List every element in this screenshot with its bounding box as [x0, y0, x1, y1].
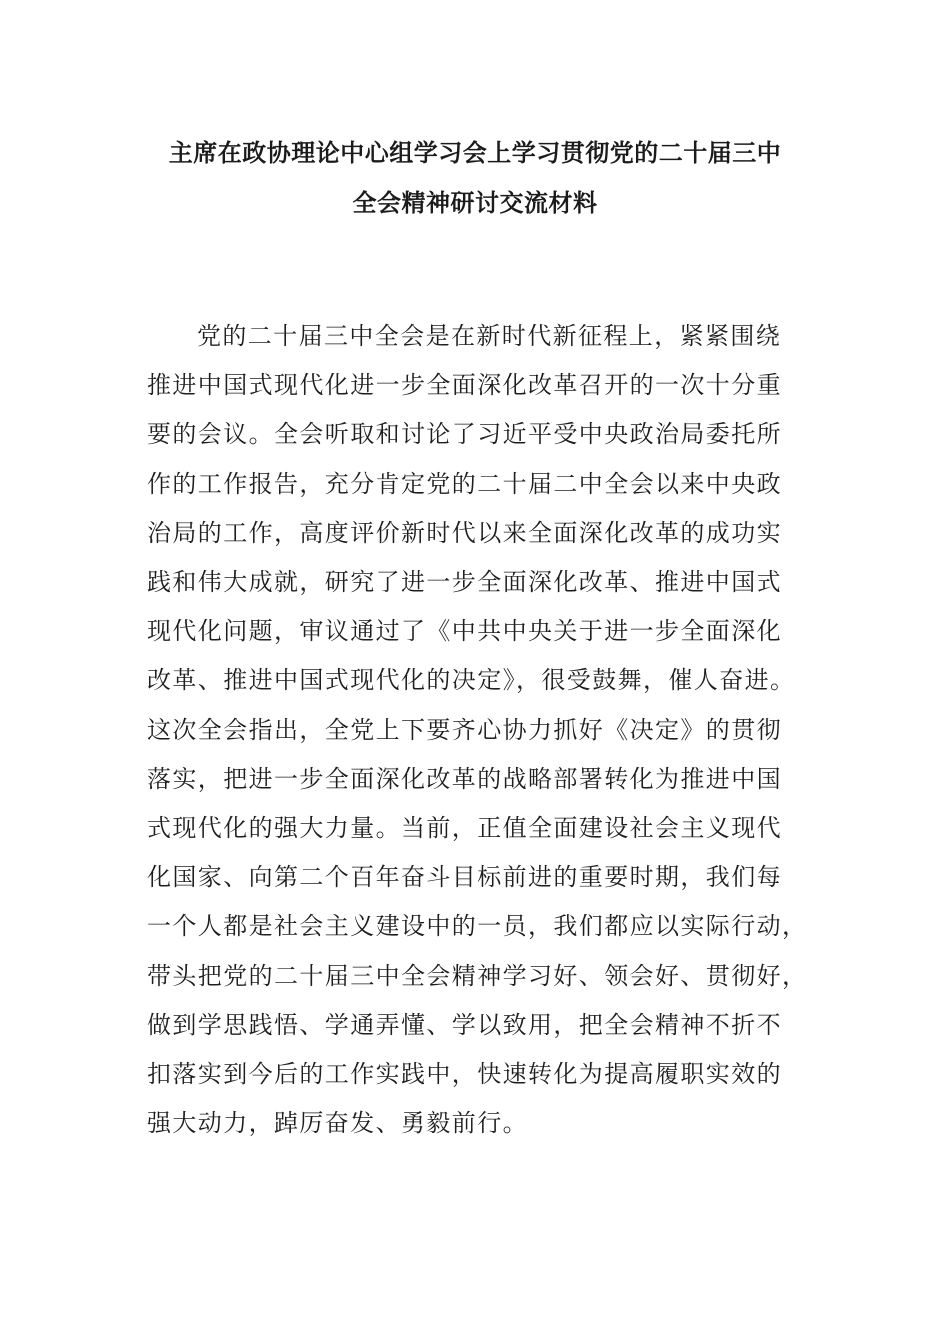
- document-title: [120, 128, 830, 228]
- paragraph-line: 落实，把进一步全面深化改革的战略部署转化为推进中国: [147, 764, 782, 793]
- paragraph-line: 带头把党的二十届三中全会精神学习好、领会好、贯彻好，: [147, 961, 808, 990]
- title-line-2: 全会精神研讨交流材料: [352, 188, 598, 217]
- paragraph-line: 作的工作报告，充分肯定党的二十届二中全会以来中央政: [147, 469, 782, 498]
- paragraph-line: 这次全会指出，全党上下要齐心协力抓好《决定》的贯彻: [147, 715, 782, 744]
- paragraph-line: 党的二十届三中全会是在新时代新征程上，紧紧围绕: [197, 322, 782, 350]
- paragraph-line: 现代化问题，审议通过了《中共中央关于进一步全面深化: [147, 617, 782, 646]
- title-line-1: 主席在政协理论中心组学习会上学习贯彻党的二十届三中: [168, 138, 782, 167]
- paragraph-line: 扣落实到今后的工作实践中，快速转化为提高履职实效的: [147, 1060, 782, 1089]
- paragraph-line: 治局的工作，高度评价新时代以来全面深化改革的成功实: [147, 518, 782, 547]
- paragraph-line: 式现代化的强大力量。当前，正值全面建设社会主义现代: [147, 814, 782, 843]
- paragraph-line: 做到学思践悟、学通弄懂、学以致用，把全会精神不折不: [147, 1010, 782, 1039]
- body-paragraph: [147, 312, 807, 1148]
- paragraph-line: 推进中国式现代化进一步全面深化改革召开的一次十分重: [147, 371, 782, 400]
- paragraph-line: 践和伟大成就，研究了进一步全面深化改革、推进中国式: [147, 568, 782, 597]
- paragraph-line: 一个人都是社会主义建设中的一员，我们都应以实际行动，: [147, 912, 808, 941]
- paragraph-line: 改革、推进中国式现代化的决定》，很受鼓舞，催人奋进。: [147, 666, 796, 695]
- paragraph-line: 化国家、向第二个百年奋斗目标前进的重要时期，我们每: [147, 863, 782, 892]
- paragraph-line: 要的会议。全会听取和讨论了习近平受中央政治局委托所: [147, 420, 782, 449]
- paragraph-line: 强大动力，踔厉奋发、勇毅前行。: [147, 1109, 528, 1138]
